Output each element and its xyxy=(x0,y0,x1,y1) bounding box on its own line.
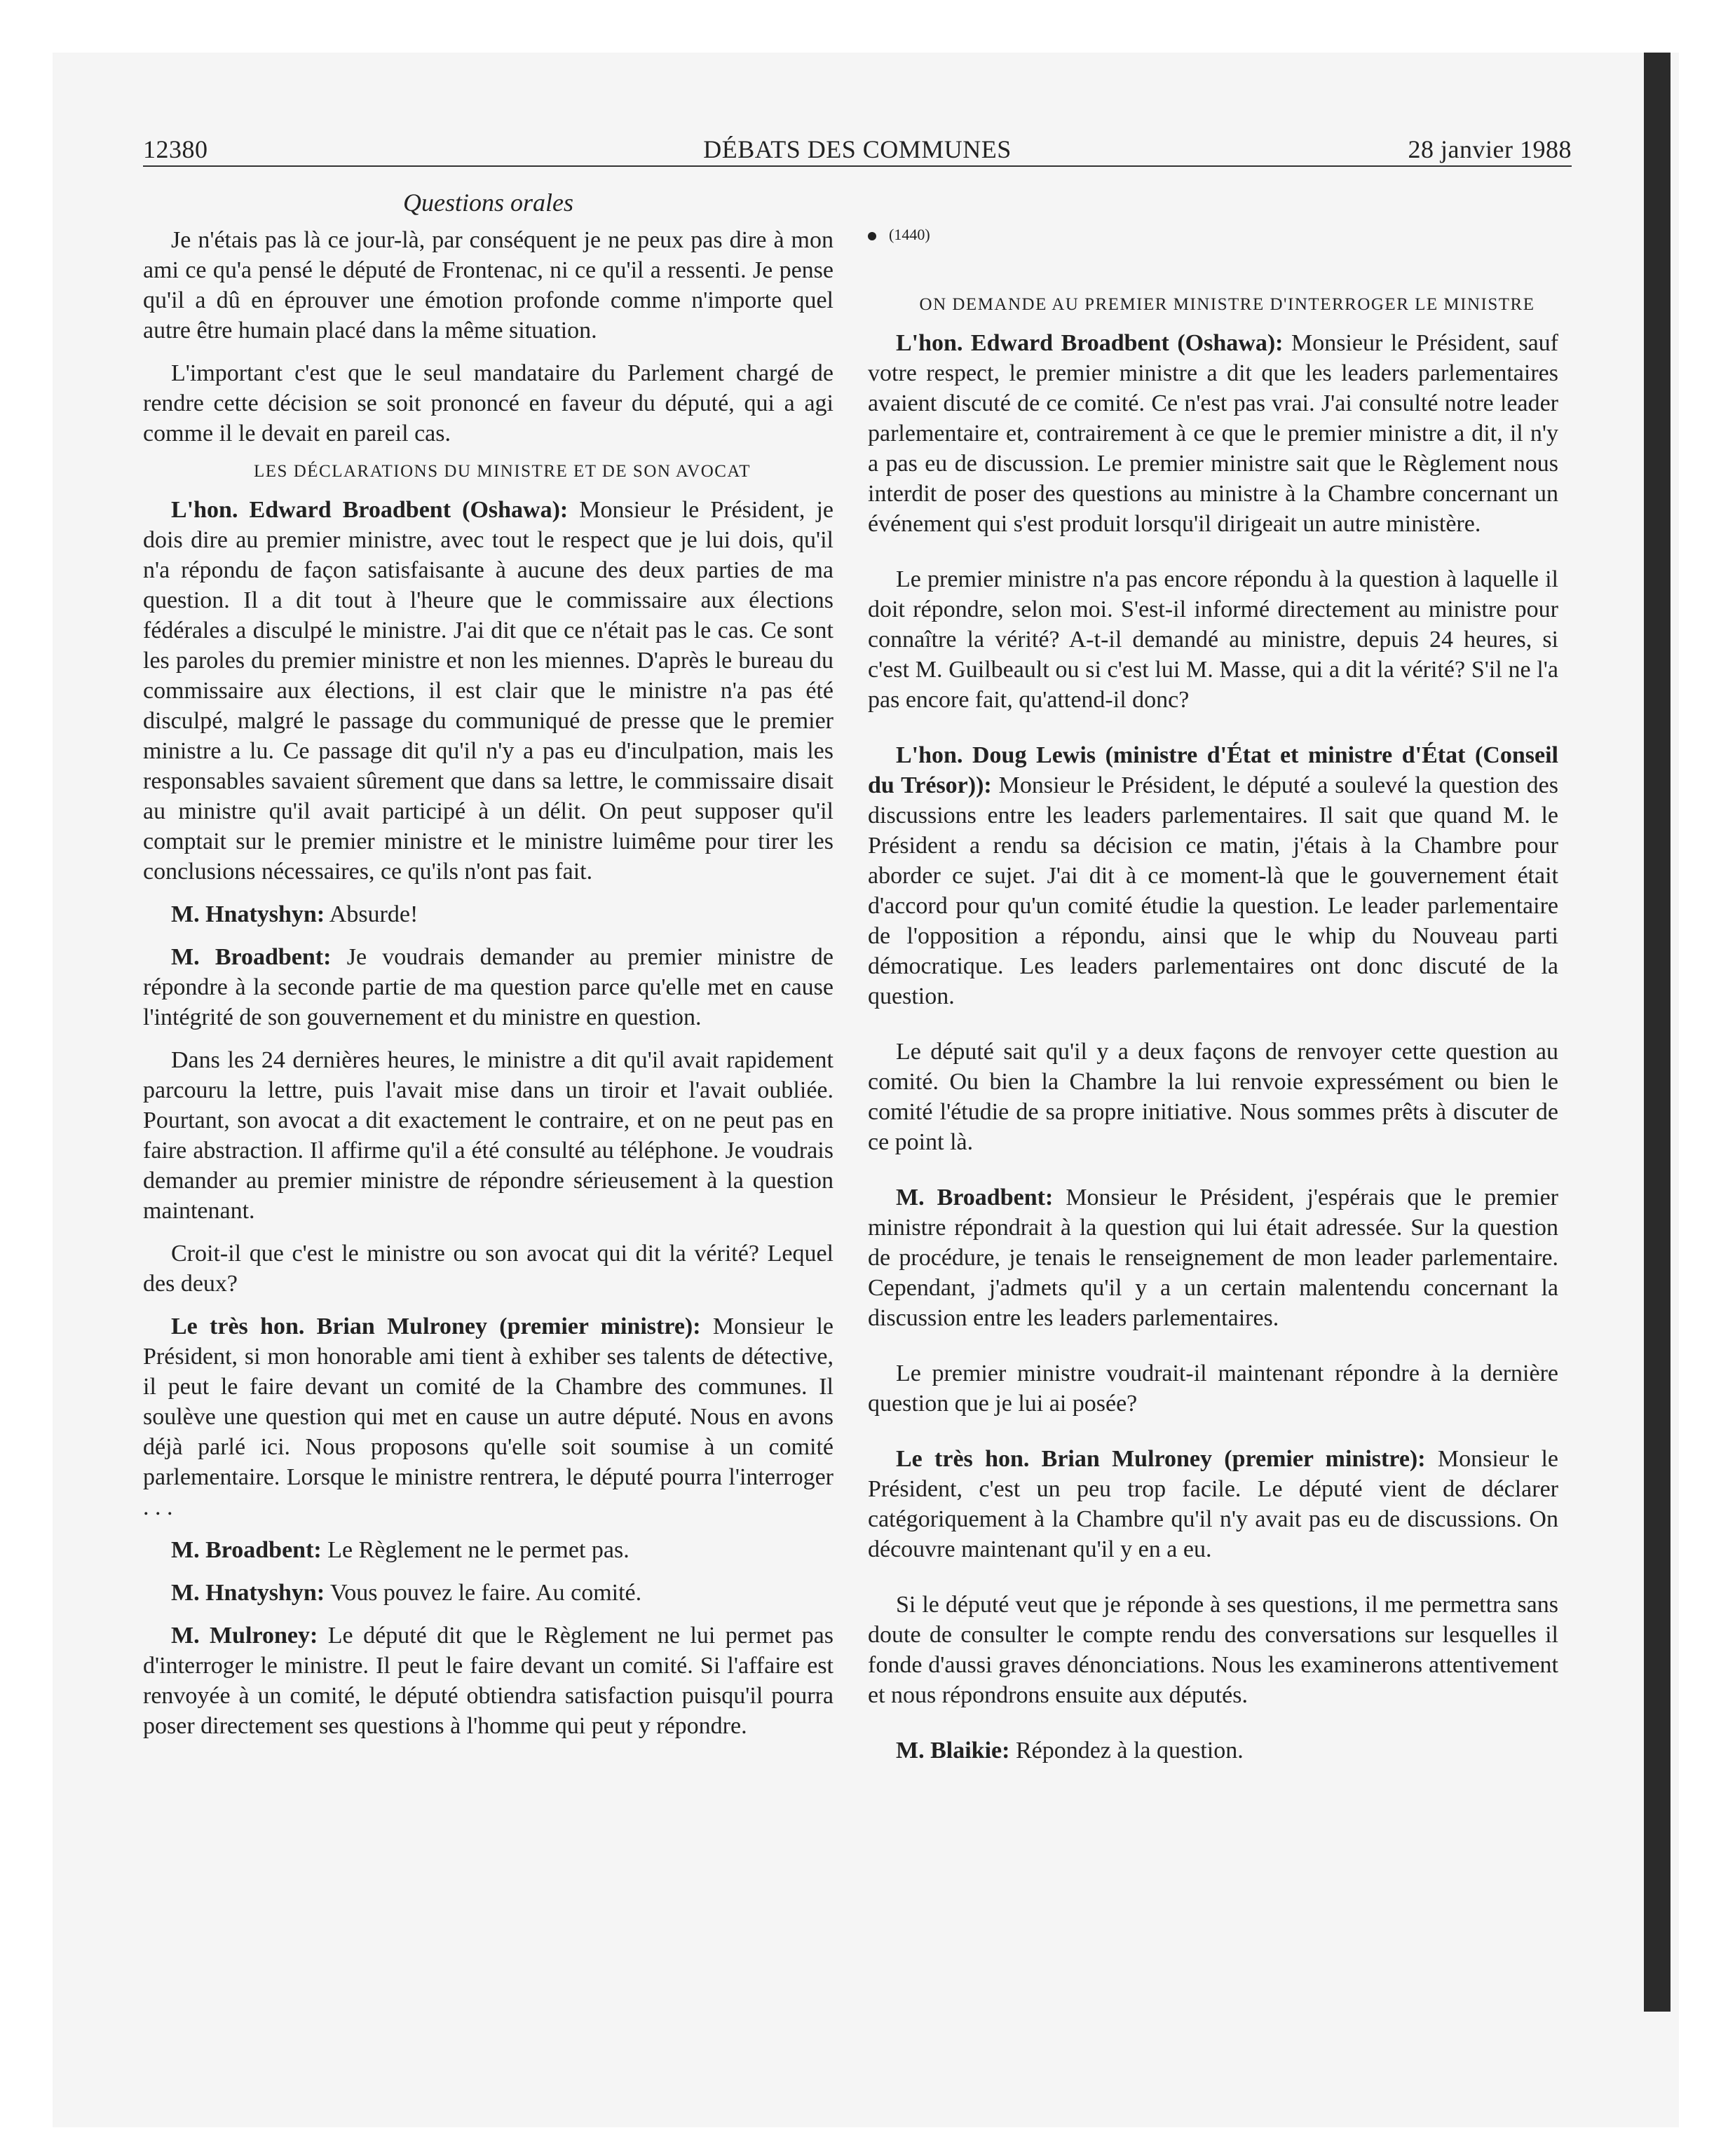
speaker-name: Le très hon. Brian Mulroney (premier ministre): xyxy=(171,1314,701,1339)
speech-text: Monsieur le Président, c'est un peu trop facile. Le député vient de déclarer catégoriquement à la Chambre qu'il n'y avait pas eu de discussions. On découvre maintenant qu'il y en a eu. xyxy=(868,1446,1558,1562)
speech xyxy=(143,1578,834,1608)
speech xyxy=(868,1444,1558,1564)
right-column xyxy=(868,224,1558,1778)
speech-text: Monsieur le Président, sauf votre respect, le premier ministre a dit que les leaders parlementaires avaient discuté de ce comité. Ce n'est pas vrai. J'ai consulté notre leader parlementaire et, contrairement à ce que le premier ministre a dit, il n'y a pas eu de discussion. Le premier ministre sait que le Règlement nous interdit de poser des questions au ministre à la Chambre concernant un événement qui s'est produit lorsqu'il dirigeait un autre ministère. xyxy=(868,330,1558,537)
speech xyxy=(143,899,834,929)
paragraph: Croit-il que c'est le ministre ou son avocat qui dit la vérité? Lequel des deux? xyxy=(143,1241,834,1297)
section-heading: ON DEMANDE AU PREMIER MINISTRE D'INTERROGER LE MINISTRE xyxy=(919,295,1535,314)
bullet-icon xyxy=(868,232,876,240)
publication-date: 28 janvier 1988 xyxy=(1408,135,1572,163)
speech-text: Monsieur le Président, si mon honorable ami tient à exhiber ses talents de détective, il peut le faire devant un comité de la Chambre des communes. Il soulève une question qui met en cause un autre député. Nous en avons déjà parlé ici. Nous proposons qu'elle soit soumise à un comité parlementaire. Lorsque le ministre rentrera, le député pourra l'interroger . . . xyxy=(143,1314,834,1520)
time-marker xyxy=(868,224,1558,245)
speech xyxy=(868,1182,1558,1333)
speaker-name: M. Hnatyshyn: xyxy=(171,901,325,927)
speech-text: Je voudrais demander au premier ministre de répondre à la seconde partie de ma question parce qu'elle met en cause l'intégrité de son gouvernement et du ministre en question. xyxy=(143,944,834,1030)
paragraph: Si le député veut que je réponde à ses questions, il me permettra sans doute de consulter le compte rendu des conversations sur lesquelles il fonde d'aussi graves dénonciations. Nous les examinerons attentivement et nous répondrons ensuite aux députés. xyxy=(868,1592,1558,1708)
speech xyxy=(143,942,834,1032)
speech-text: Le Règlement ne le permet pas. xyxy=(321,1537,630,1563)
speech xyxy=(143,1535,834,1565)
speaker-name: M. Broadbent: xyxy=(171,944,332,970)
speaker-name: L'hon. Doug Lewis (ministre d'État et ministre d'État (Conseil du Trésor)): xyxy=(868,742,1558,798)
speaker-name: M. Mulroney: xyxy=(171,1623,318,1649)
speech-text: Monsieur le Président, le député a soulevé la question des discussions entre les leaders parlementaires. Il sait que quand M. le Président a rendu sa décision ce matin, j'étais à la Chambre pour aborder ce sujet. J'ai dit à ce moment-là que le gouvernement était d'accord pour qu'un comité étudie la question. Le leader parlementaire de l'opposition a répondu, ainsi que le whip du Nouveau parti démocratique. Les leaders parlementaires ont donc discuté de la question. xyxy=(868,772,1558,1009)
left-column xyxy=(143,188,834,1754)
speech xyxy=(868,1735,1558,1766)
speech-text: Répondez à la question. xyxy=(1009,1738,1244,1763)
speech xyxy=(143,1311,834,1522)
speech xyxy=(868,328,1558,539)
speaker-name: L'hon. Edward Broadbent (Oshawa): xyxy=(896,330,1284,356)
speech xyxy=(143,495,834,887)
speaker-name: L'hon. Edward Broadbent (Oshawa): xyxy=(171,497,569,523)
paragraph: Le député sait qu'il y a deux façons de renvoyer cette question au comité. Ou bien la Chambre la lui renvoie expressément ou bien le comité l'étudie de sa propre initiative. Nous sommes prêts à discuter de ce point là. xyxy=(868,1039,1558,1155)
speech-text: Le député dit que le Règlement ne lui permet pas d'interroger le ministre. Il peut le faire devant un comité. Si l'affaire est renvoyée à un comité, le député obtiendra satisfaction puisqu'il pourra poser directement ses questions à l'homme qui peut y répondre. xyxy=(143,1623,834,1739)
scan-edge-bar xyxy=(1644,53,1671,2012)
paragraph: Le premier ministre voudrait-il maintenant répondre à la dernière question que je lui ai posée? xyxy=(868,1360,1558,1417)
speech-text: Vous pouvez le faire. Au comité. xyxy=(325,1580,642,1606)
speech-text: Absurde! xyxy=(325,901,419,927)
section-title: Questions orales xyxy=(403,189,573,217)
page-number: 12380 xyxy=(143,135,208,163)
paragraph: Je n'étais pas là ce jour-là, par conséquent je ne peux pas dire à mon ami ce qu'a pensé le député de Frontenac, ni ce qu'il a ressenti. Je pense qu'il a dû en éprouver une émotion profonde comme n'importe quel autre être humain placé dans la même situation. xyxy=(143,227,834,343)
publication-title: DÉBATS DES COMMUNES xyxy=(703,135,1012,163)
time-marker-label: (1440) xyxy=(889,226,930,243)
speech xyxy=(868,740,1558,1011)
speaker-name: Le très hon. Brian Mulroney (premier ministre): xyxy=(896,1446,1426,1472)
speaker-name: M. Broadbent: xyxy=(171,1537,322,1563)
paragraph: L'important c'est que le seul mandataire du Parlement chargé de rendre cette décision se soit prononcé en faveur du député, qui a agi comme il le devait en pareil cas. xyxy=(143,360,834,446)
speaker-name: M. Blaikie: xyxy=(896,1738,1010,1763)
section-heading: LES DÉCLARATIONS DU MINISTRE ET DE SON AVOCAT xyxy=(254,462,751,481)
paragraph: Le premier ministre n'a pas encore répondu à la question à laquelle il doit répondre, selon moi. S'est-il informé directement au ministre pour connaître la vérité? A-t-il demandé au ministre, depuis 24 heures, si c'est M. Guilbeault ou si c'est lui M. Masse, qui a dit la vérité? S'il ne l'a pas encore fait, qu'attend-il donc? xyxy=(868,566,1558,713)
page-header xyxy=(143,133,1572,167)
speaker-name: M. Hnatyshyn: xyxy=(171,1580,325,1606)
speech-text: Monsieur le Président, je dois dire au premier ministre, avec tout le respect que je lui dois, qu'il n'a répondu de façon satisfaisante à aucune des deux parties de ma question. Il a dit tout à l'heure que le commissaire aux élections fédérales a disculpé le ministre. J'ai dit que ce n'était pas le cas. Ce sont les paroles du premier ministre et non les miennes. D'après le bureau du commissaire aux élections, il est clair que le ministre n'a pas été disculpé, malgré le passage du communiqué de presse que le premier ministre a lu. Ce passage dit qu'il n'y a pas eu d'inculpation, mais les responsables savaient sûrement que dans sa lettre, le commissaire disait au ministre qu'il avait participé à un délit. On peut supposer qu'il comptait sur le premier ministre et le ministre luimême pour tirer les conclusions nécessaires, ce qu'ils n'ont pas fait. xyxy=(143,497,834,885)
speaker-name: M. Broadbent: xyxy=(896,1185,1054,1210)
speech xyxy=(143,1621,834,1741)
speech-text: Monsieur le Président, j'espérais que le premier ministre répondrait à la question qui lui était adressée. Sur la question de procédure, je tenais le renseignement de mon leader parlementaire. Cependant, j'admets qu'il y a un certain malentendu concernant la discussion entre les leaders parlementaires. xyxy=(868,1185,1558,1331)
paragraph: Dans les 24 dernières heures, le ministre a dit qu'il avait rapidement parcouru la lettre, puis l'avait mise dans un tiroir et l'avait oubliée. Pourtant, son avocat a dit exactement le contraire, et on ne peut pas en faire abstraction. Il affirme qu'il a été consulté au téléphone. Je voudrais demander au premier ministre de répondre sérieusement à la question maintenant. xyxy=(143,1047,834,1224)
